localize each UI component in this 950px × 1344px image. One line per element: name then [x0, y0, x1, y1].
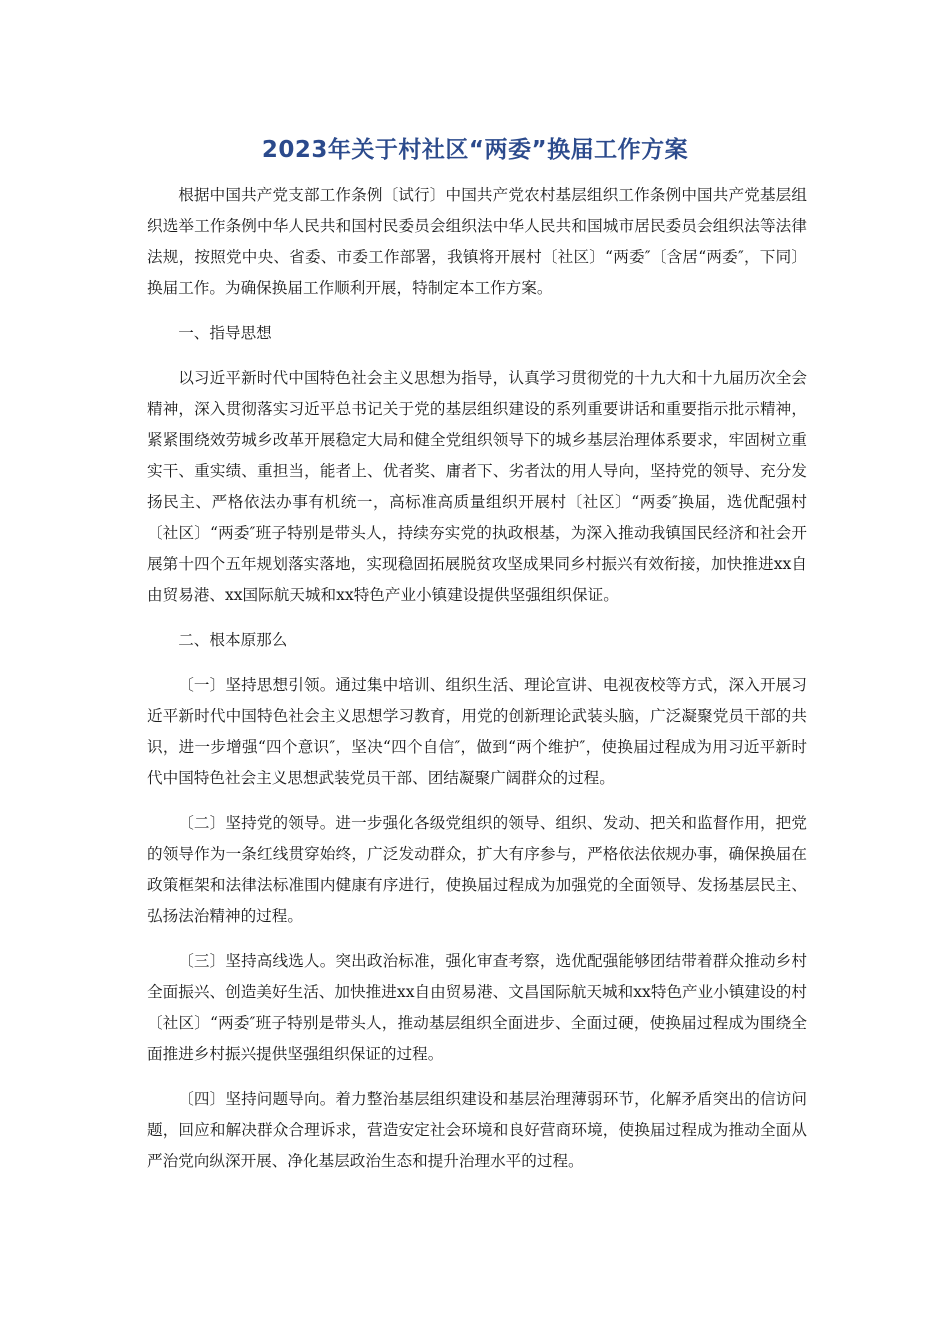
document-body	[147, 180, 807, 1177]
principle-2-paragraph: 〔二〕坚持党的领导。进一步强化各级党组织的领导、组织、发动、把关和监督作用，把党的领导作为一条红线贯穿始终，广泛发动群众，扩大有序参与，严格依法依规办事，确保换届在政策框架和法律法标准围内健康有序进行，使换届过程成为加强党的全面领导、发扬基层民主、弘扬法治精神的过程。	[147, 814, 807, 925]
document-title: 2023年关于村社区“两委”换届工作方案	[261, 137, 689, 163]
intro-paragraph: 根据中国共产党支部工作条例〔试行〕中国共产党农村基层组织工作条例中国共产党基层组织选举工作条例中华人民共和国村民委员会组织法中华人民共和国城市居民委员会组织法等法律法规，按照党中央、省委、市委工作部署，我镇将开展村〔社区〕“两委″〔含居“两委″，下同〕换届工作。为确保换届工作顺利开展，特制定本工作方案。	[147, 186, 807, 297]
section-heading-guiding-thought: 一、指导思想	[178, 324, 272, 342]
section-heading-principles: 二、根本原那么	[178, 631, 288, 649]
guiding-thought-paragraph: 以习近平新时代中国特色社会主义思想为指导，认真学习贯彻党的十九大和十九届历次全会精神，深入贯彻落实习近平总书记关于党的基层组织建设的系列重要讲话和重要指示批示精神，紧紧围绕效劳城乡改革开展稳定大局和健全党组织领导下的城乡基层治理体系要求，牢固树立重实干、重实绩、重担当，能者上、优者奖、庸者下、劣者汰的用人导向，坚持党的领导、充分发扬民主、严格依法办事有机统一，高标准高质量组织开展村〔社区〕“两委″换届，选优配强村〔社区〕“两委″班子特别是带头人，持续夯实党的执政根基，为深入推动我镇国民经济和社会开展第十四个五年规划落实落地，实现稳固拓展脱贫攻坚成果同乡村振兴有效衔接，加快推进xx自由贸易港、xx国际航天城和xx特色产业小镇建设提供坚强组织保证。	[147, 369, 807, 604]
principle-3-paragraph: 〔三〕坚持高线选人。突出政治标准，强化审查考察，选优配强能够团结带着群众推动乡村全面振兴、创造美好生活、加快推进xx自由贸易港、文昌国际航天城和xx特色产业小镇建设的村〔社区〕“两委″班子特别是带头人，推动基层组织全面进步、全面过硬，使换届过程成为围绕全面推进乡村振兴提供坚强组织保证的过程。	[147, 952, 807, 1063]
principle-1-paragraph: 〔一〕坚持思想引领。通过集中培训、组织生活、理论宣讲、电视夜校等方式，深入开展习近平新时代中国特色社会主义思想学习教育，用党的创新理论武装头脑，广泛凝聚党员干部的共识，进一步增强“四个意识″，坚决“四个自信″，做到“两个维护″，使换届过程成为用习近平新时代中国特色社会主义思想武装党员干部、团结凝聚广阔群众的过程。	[147, 676, 807, 787]
principle-4-paragraph: 〔四〕坚持问题导向。着力整治基层组织建设和基层治理薄弱环节，化解矛盾突出的信访问题，回应和解决群众合理诉求，营造安定社会环境和良好营商环境，使换届过程成为推动全面从严治党向纵深开展、净化基层政治生态和提升治理水平的过程。	[147, 1090, 807, 1170]
